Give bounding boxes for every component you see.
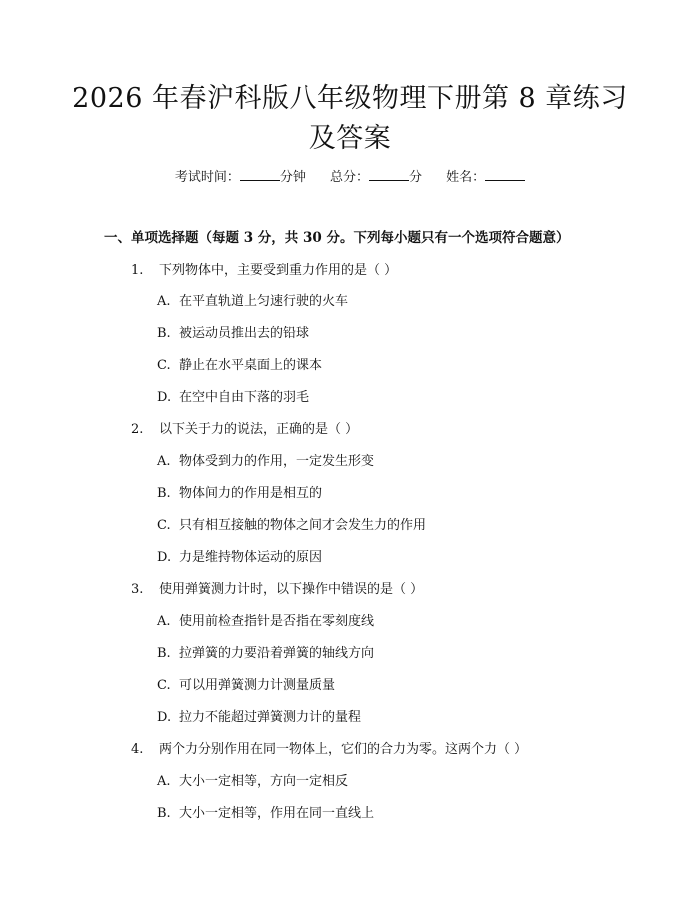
- option-text: 只有相互接触的物体之间才会发生力的作用: [179, 518, 427, 533]
- option-text: 使用前检查指针是否指在零刻度线: [179, 614, 375, 629]
- question-number: 3.: [131, 582, 144, 597]
- question-1-option-b: [157, 324, 309, 344]
- option-letter: A.: [157, 294, 171, 309]
- option-text: 物体间力的作用是相互的: [179, 486, 323, 501]
- question-4-option-b: [157, 804, 374, 824]
- question-2-option-c: [157, 516, 426, 536]
- question-2-option-a: [157, 452, 374, 472]
- option-letter: A.: [157, 774, 171, 789]
- question-2-option-b: [157, 484, 322, 504]
- option-text: 在空中自由下落的羽毛: [179, 390, 310, 405]
- question-number: 2.: [131, 422, 144, 437]
- question-2: [131, 420, 358, 440]
- total-score-field: [330, 168, 422, 188]
- exam-time-field: [175, 168, 306, 188]
- total-score-blank: [369, 168, 409, 181]
- option-letter: D.: [157, 390, 172, 405]
- total-score-unit: 分: [409, 170, 423, 185]
- exam-time-label: 考试时间：: [174, 170, 240, 185]
- question-3: [131, 580, 423, 600]
- option-text: 物体受到力的作用，一定发生形变: [179, 454, 375, 469]
- question-1: [131, 261, 397, 281]
- question-1-option-a: [157, 292, 348, 312]
- question-number: 4.: [131, 742, 144, 757]
- question-text: 使用弹簧测力计时，以下操作中错误的是（ ）: [159, 582, 424, 597]
- option-letter: D.: [157, 710, 172, 725]
- option-letter: B.: [157, 806, 171, 821]
- name-blank: [485, 168, 525, 181]
- option-text: 大小一定相等，方向一定相反: [179, 774, 349, 789]
- option-text: 被运动员推出去的铅球: [179, 326, 310, 341]
- option-letter: C.: [157, 518, 171, 533]
- exam-time-unit: 分钟: [279, 170, 306, 185]
- question-3-option-d: [157, 708, 361, 728]
- option-letter: C.: [157, 358, 171, 373]
- option-text: 拉力不能超过弹簧测力计的量程: [179, 710, 362, 725]
- question-2-option-d: [157, 548, 322, 568]
- option-text: 可以用弹簧测力计测量质量: [179, 678, 336, 693]
- question-3-option-b: [157, 644, 374, 664]
- question-1-option-c: [157, 356, 322, 376]
- question-text: 以下关于力的说法，正确的是（ ）: [159, 422, 359, 437]
- option-letter: B.: [157, 646, 171, 661]
- option-letter: B.: [157, 486, 171, 501]
- option-text: 大小一定相等，作用在同一直线上: [179, 806, 375, 821]
- exam-info-row: [0, 168, 700, 188]
- option-text: 拉弹簧的力要沿着弹簧的轴线方向: [179, 646, 375, 661]
- document-title-line-1: 2026 年春沪科版八年级物理下册第 8 章练习: [72, 83, 628, 114]
- section-heading: 一、单项选择题（每题 3 分，共 30 分。下列每小题只有一个选项符合题意）: [104, 230, 570, 246]
- question-text: 下列物体中，主要受到重力作用的是（ ）: [159, 263, 398, 278]
- option-letter: A.: [157, 614, 171, 629]
- option-letter: A.: [157, 454, 171, 469]
- question-1-option-d: [157, 388, 309, 408]
- question-text: 两个力分别作用在同一物体上，它们的合力为零。这两个力（ ）: [159, 742, 528, 757]
- option-letter: B.: [157, 326, 171, 341]
- option-text: 在平直轨道上匀速行驶的火车: [179, 294, 349, 309]
- question-4-option-a: [157, 772, 348, 792]
- option-letter: C.: [157, 678, 171, 693]
- question-4: [131, 740, 527, 760]
- question-3-option-a: [157, 612, 374, 632]
- document-title-line-2: 及答案: [308, 123, 392, 154]
- total-score-label: 总分：: [329, 170, 369, 185]
- option-letter: D.: [157, 550, 172, 565]
- exam-time-blank: [240, 168, 280, 181]
- question-number: 1.: [131, 263, 144, 278]
- question-3-option-c: [157, 676, 335, 696]
- name-field: [446, 168, 525, 188]
- name-label: 姓名：: [446, 170, 486, 185]
- option-text: 力是维持物体运动的原因: [179, 550, 323, 565]
- option-text: 静止在水平桌面上的课本: [179, 358, 323, 373]
